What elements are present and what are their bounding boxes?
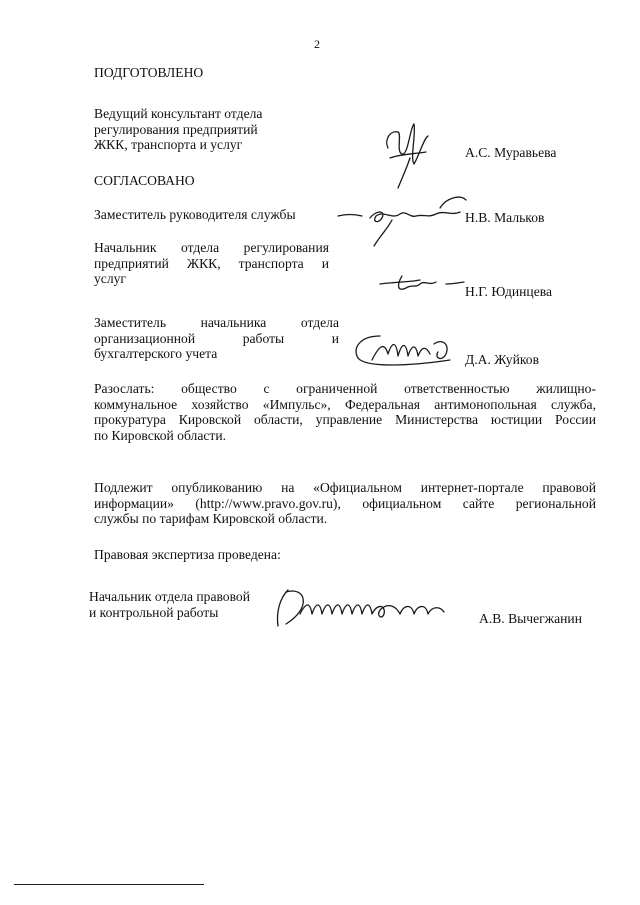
- legal-review-name: А.В. Вычегжанин: [479, 611, 582, 626]
- prepared-position-line: регулирования предприятий: [94, 121, 258, 137]
- prepared-heading: ПОДГОТОВЛЕНО: [94, 65, 204, 80]
- legal-review-position-line: Начальник отдела правовой: [89, 589, 251, 604]
- distribution-line: по Кировской области.: [94, 427, 227, 443]
- signer-position-deputy-chief: [94, 315, 339, 362]
- signature-vychegzhanin: [266, 584, 456, 632]
- signer-position-line: предприятий ЖКК, транспорта и: [94, 255, 329, 271]
- page-number: 2: [314, 37, 320, 51]
- legal-review-statement: Правовая экспертиза проведена:: [94, 547, 281, 562]
- distribution-paragraph: [94, 381, 596, 443]
- signer-position-line: Начальник отдела регулирования: [94, 240, 329, 255]
- signer-position-line: организационной работы и: [94, 330, 339, 346]
- signature-muravyeva: [380, 118, 440, 190]
- signer-position-line: Заместитель начальника отдела: [94, 315, 339, 330]
- signer-position-line: услуг: [94, 271, 126, 286]
- signature-zhuykov: [350, 330, 462, 370]
- footer-rule: [14, 884, 204, 885]
- signer-name-malkov: Н.В. Мальков: [465, 210, 545, 225]
- signer-position-regulation-head: [94, 240, 329, 287]
- distribution-line: коммунальное хозяйство «Импульс», Федеральная антимонопольная служба,: [94, 396, 596, 412]
- publication-line: информации» (http://www.pravo.gov.ru), официальном сайте региональной: [94, 495, 596, 511]
- signer-position-deputy-head: Заместитель руководителя службы: [94, 207, 296, 222]
- legal-review-position: [89, 589, 289, 620]
- distribution-line: Разослать: общество с ограниченной ответственностью жилищно-: [94, 381, 596, 396]
- signer-name-yudintseva: Н.Г. Юдинцева: [465, 284, 553, 299]
- prepared-name: А.С. Муравьева: [465, 145, 557, 160]
- publication-line: службы по тарифам Кировской области.: [94, 511, 328, 526]
- agreed-heading: СОГЛАСОВАНО: [94, 173, 195, 188]
- signature-yudintseva: [376, 266, 466, 300]
- prepared-position-line: Ведущий консультант отдела: [94, 106, 263, 121]
- signature-malkov: [336, 188, 476, 250]
- distribution-line: прокуратура Кировской области, управление Министерства юстиции России: [94, 412, 596, 427]
- signer-position-line: бухгалтерского учета: [94, 346, 218, 361]
- prepared-position: [94, 106, 324, 153]
- publication-line: Подлежит опубликованию на «Официальном интернет-портале правовой: [94, 480, 596, 495]
- prepared-position-line: ЖКК, транспорта и услуг: [94, 137, 243, 152]
- signer-name-zhuykov: Д.А. Жуйков: [465, 352, 540, 367]
- publication-paragraph: [94, 480, 596, 527]
- legal-review-position-line: и контрольной работы: [89, 604, 219, 620]
